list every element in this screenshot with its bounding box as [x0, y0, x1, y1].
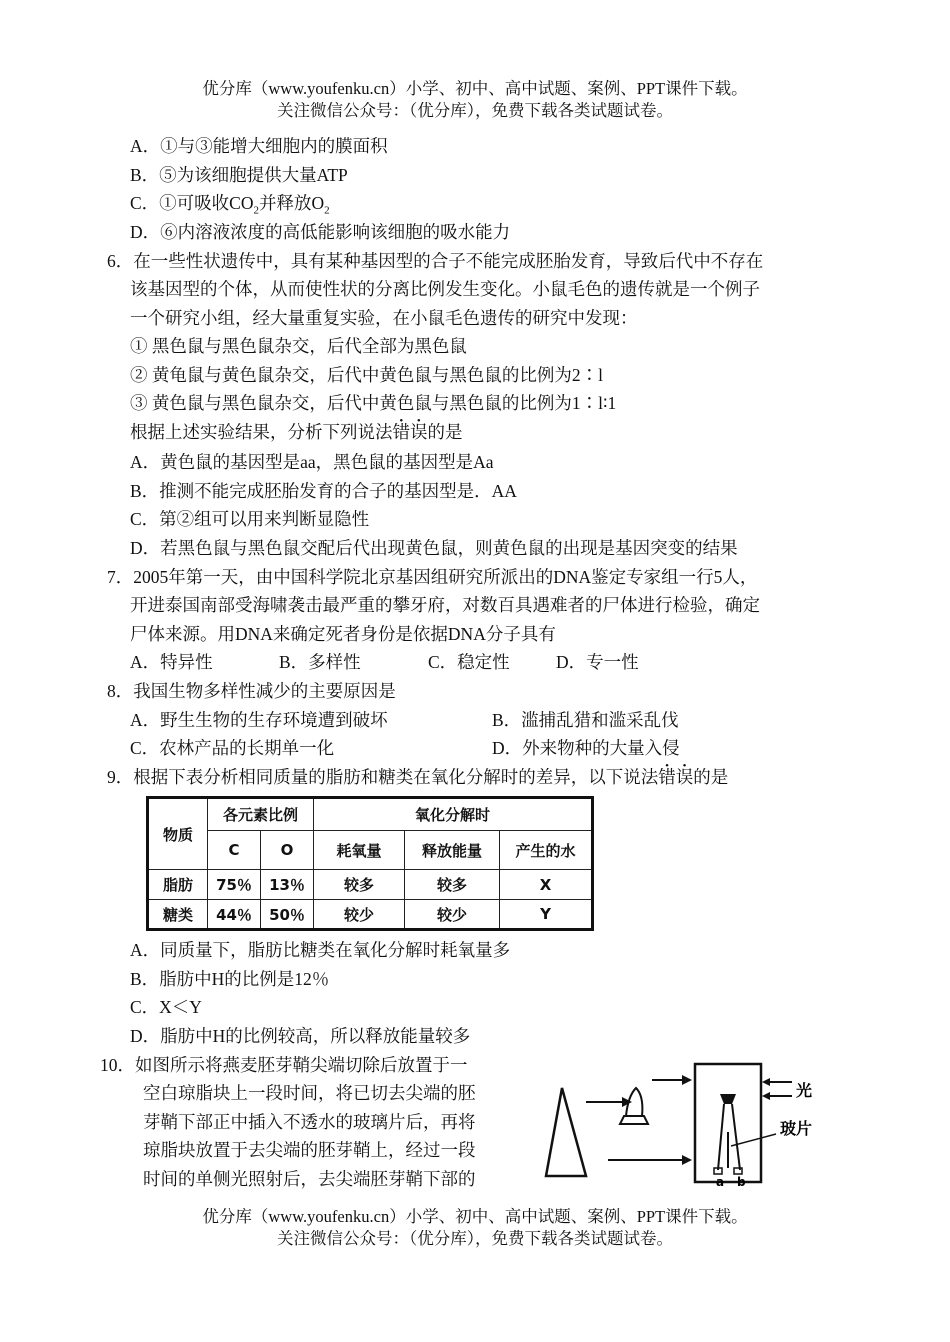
coleoptile-right-edge: [732, 1104, 740, 1170]
q10-stem-line-4: 琼脂块放置于去尖端的胚芽鞘上，经过一段: [143, 1140, 476, 1160]
q6-option-d: D．若黑色鼠与黑色鼠交配后代出现黄色鼠，则黄色鼠的出现是基因突变的结果: [130, 538, 738, 558]
q6-stem-line-2: 该基因型的个体，从而使性状的分离比例发生变化。小鼠毛色的遗传就是一个例子: [130, 279, 760, 299]
q9-data-table: [146, 796, 594, 931]
agar-block-on-coleoptile: [720, 1094, 736, 1104]
q10-stem-line-3: 芽鞘下部正中插入不透水的玻璃片后，再将: [143, 1112, 476, 1132]
q8-option-b: B．滥捕乱猎和滥采乱伐: [492, 710, 679, 730]
q7-option-b: B．多样性: [279, 652, 361, 672]
q10-stem-line-2: 空白琼脂块上一段时间，将已切去尖端的胚: [143, 1083, 476, 1103]
q5-option-c: C．①可吸收$CO_2$并释放$O_2$: [130, 193, 330, 217]
q6-option-a: A．黄色鼠的基因型是aa，黑色鼠的基因型是Aa: [130, 452, 494, 472]
table-cell: 44％: [208, 900, 261, 930]
q8-option-a: A．野生生物的生存环境遭到破坏: [130, 710, 388, 730]
table-cell: 较少: [314, 900, 405, 930]
table-cell: Y: [500, 900, 593, 930]
q8-option-d: D．外来物种的大量入侵: [492, 738, 680, 758]
footer-line-1: 优分库（www.youfenku.cn）小学、初中、高中试题、案例、PPT课件下载。: [202, 1207, 748, 1226]
arrow-head-icon: [682, 1155, 692, 1165]
q8-option-c: C．农林产品的长期单一化: [130, 738, 335, 758]
q6-experiment-3: ③ 黄色鼠与黑色鼠杂交，后代中黄色鼠与黑色鼠的比例为1∶l∶1: [130, 393, 617, 413]
table-cell: 75％: [208, 870, 261, 900]
q9-option-d: D．脂肪中H的比例较高，所以释放能量较多: [130, 1026, 471, 1046]
q7-stem-line-3: 尸体来源。用DNA来确定死者身份是依据DNA分子具有: [130, 624, 556, 644]
q5-option-b: B．⑤为该细胞提供大量ATP: [130, 165, 348, 185]
q6-stem-line-1: 6．在一些性状遗传中，具有某种基因型的合子不能完成胚胎发育，导致后代中不存在: [107, 251, 764, 271]
table-cell: 较多: [405, 870, 500, 900]
table-row: [148, 870, 593, 900]
table-cell: 较多: [314, 870, 405, 900]
table-header-o: O: [261, 831, 314, 870]
table-row: [148, 900, 593, 930]
q7-option-d: D．专一性: [556, 652, 639, 672]
q6-experiment-1: ① 黑色鼠与黑色鼠杂交，后代全部为黑色鼠: [130, 336, 467, 356]
table-header-water: 产生的水: [500, 831, 593, 870]
glass-label-pointer: [731, 1134, 776, 1146]
table-header-c: C: [208, 831, 261, 870]
table-header-oxygen-use: 耗氧量: [314, 831, 405, 870]
arrow-head-icon: [682, 1075, 692, 1085]
coleoptile-experiment-figure: [540, 1060, 830, 1190]
q5-option-d: D．⑥内溶液浓度的高低能影响该细胞的吸水能力: [130, 222, 511, 242]
q9-option-c: C．X＜Y: [130, 997, 202, 1017]
q7-stem-line-1: 7．2005年第一天，由中国科学院北京基因组研究所派出的DNA鉴定专家组一行5人，: [107, 567, 758, 587]
q6-experiment-2: ② 黄龟鼠与黄色鼠杂交，后代中黄色鼠与黑色鼠的比例为2∶l: [130, 365, 603, 385]
q7-stem-line-2: 开进泰国南部受海啸袭击最严重的攀牙府，对数百具遇难者的尸体进行检验，确定: [130, 595, 760, 615]
table-header-energy: 释放能量: [405, 831, 500, 870]
coleoptile-left-edge: [718, 1104, 724, 1170]
table-cell: 糖类: [148, 900, 208, 930]
q9-option-b: B．脂肪中H的比例是12％: [130, 969, 330, 989]
label-a: a: [716, 1175, 725, 1189]
table-header-oxidation: 氧化分解时: [314, 798, 593, 831]
q5-option-a: A．①与③能增大细胞内的膜面积: [130, 136, 388, 156]
footer-line-2: 关注微信公众号：（优分库），免费下载各类试题试卷。: [277, 1229, 673, 1248]
agar-block: [620, 1116, 648, 1124]
coleoptile-triangle: [546, 1088, 586, 1176]
q6-stem-line-3: 一个研究小组，经大量重复实验，在小鼠毛色遗传的研究中发现：: [130, 308, 638, 328]
table-header-substance: 物质: [148, 798, 208, 870]
q9-option-a: A．同质量下，脂肪比糖类在氧化分解时耗氧量多: [130, 940, 511, 960]
q8-stem: 8．我国生物多样性减少的主要原因是: [107, 681, 396, 701]
coleoptile-tip: [626, 1088, 642, 1116]
q6-option-b: B．推测不能完成胚胎发育的合子的基因型是．AA: [130, 481, 517, 501]
label-b: b: [737, 1175, 746, 1189]
table-cell: 较少: [405, 900, 500, 930]
header-line-2: 关注微信公众号：（优分库），免费下载各类试题试卷。: [277, 101, 673, 120]
q10-stem-line-5: 时间的单侧光照射后，去尖端胚芽鞘下部的: [143, 1169, 476, 1189]
table-cell: X: [500, 870, 593, 900]
header-line-1: 优分库（www.youfenku.cn）小学、初中、高中试题、案例、PPT课件下载。: [202, 79, 748, 98]
light-arrow-head-icon: [762, 1078, 770, 1086]
q6-question: 根据上述实验结果，分析下列说法错误的是: [130, 422, 463, 442]
label-glass-slide: 玻片: [780, 1119, 813, 1138]
table-cell: 50％: [261, 900, 314, 930]
table-cell: 13％: [261, 870, 314, 900]
q10-stem-line-1: 10．如图所示将燕麦胚芽鞘尖端切除后放置于一: [100, 1055, 468, 1075]
table-header-element-ratio: 各元素比例: [208, 798, 314, 831]
q7-option-c: C．稳定性: [428, 652, 510, 672]
q7-option-a: A．特异性: [130, 652, 213, 672]
light-arrow-head-icon: [762, 1092, 770, 1100]
q9-stem: 9．根据下表分析相同质量的脂肪和糖类在氧化分解时的差异，以下说法错误的是: [107, 767, 729, 787]
table-cell: 脂肪: [148, 870, 208, 900]
label-light: 光: [796, 1081, 813, 1100]
q6-option-c: C．第②组可以用来判断显隐性: [130, 509, 370, 529]
